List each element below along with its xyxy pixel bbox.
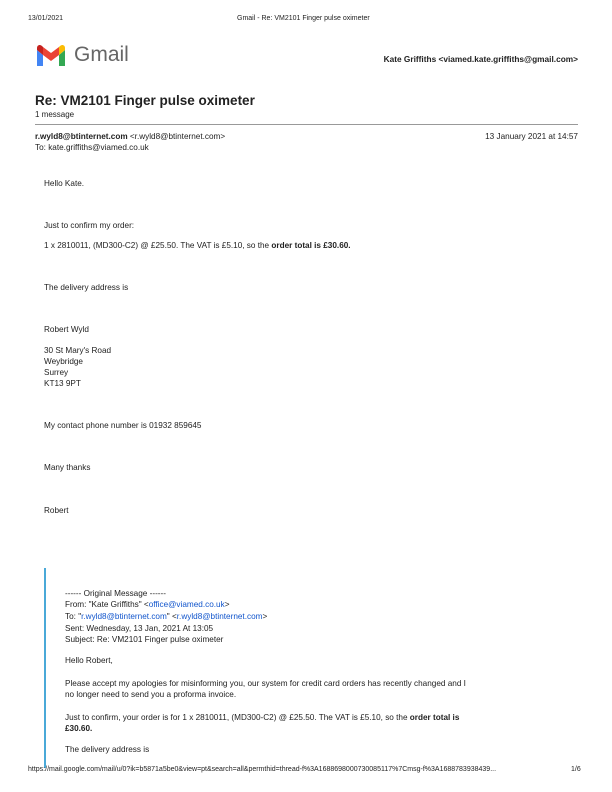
quote-greeting: Hello Robert, <box>65 656 113 665</box>
message-date: 13 January 2021 at 14:57 <box>485 132 578 141</box>
quote-bar <box>44 568 46 768</box>
quote-order-line <box>65 713 459 722</box>
quote-subject: Subject: Re: VM2101 Finger pulse oximeter <box>65 635 224 644</box>
footer-url: https://mail.google.com/mail/u/0?ik=b5871a5be0&view=pt&search=all&permthid=thread-f%3A1688698000730085117%7Cmsg-f%3A1688783938439... <box>28 766 497 773</box>
address-line: Surrey <box>44 368 69 377</box>
body-thanks: Many thanks <box>44 463 91 472</box>
body-confirm: Just to confirm my order: <box>44 221 135 230</box>
quote-from <box>65 600 229 609</box>
sender-name: r.wyld8@btinternet.com <box>35 132 128 141</box>
message-to: To: kate.griffiths@viamed.co.uk <box>35 143 149 152</box>
body-greeting: Hello Kate. <box>44 179 85 188</box>
gmail-logo-icon <box>35 44 67 68</box>
header-divider <box>35 124 578 125</box>
quote-to-label: To: " <box>65 612 82 621</box>
quote-apology-line: Please accept my apologies for misinforming you, our system for credit card orders has recently changed and I <box>65 679 466 688</box>
message-count: 1 message <box>35 110 75 119</box>
quote-to <box>65 612 267 621</box>
account-name: Kate Griffiths <viamed.kate.griffiths@gmail.com> <box>383 54 578 64</box>
quote-delivery: The delivery address is <box>65 745 150 754</box>
order-total: order total is £30.60. <box>271 241 351 250</box>
quote-order-text: Just to confirm, your order is for 1 x 2810011, (MD300-C2) @ £25.50. The VAT is £5.10, so the <box>65 713 410 722</box>
address-line: KT13 9PT <box>44 379 81 388</box>
quote-order-line <box>65 724 92 733</box>
quote-from-link[interactable]: office@viamed.co.uk <box>148 600 225 609</box>
body-order-line <box>44 241 351 250</box>
sender-email: <r.wyld8@btinternet.com> <box>129 132 226 141</box>
gmail-wordmark: Gmail <box>74 43 129 66</box>
quote-sent: Sent: Wednesday, 13 Jan, 2021 At 13:05 <box>65 624 214 633</box>
print-title: Gmail - Re: VM2101 Finger pulse oximeter <box>237 15 370 22</box>
thread-subject: Re: VM2101 Finger pulse oximeter <box>35 93 255 108</box>
address-line: 30 St Mary's Road <box>44 346 112 355</box>
quote-to-mid: " < <box>166 612 177 621</box>
quote-to-end: > <box>262 612 268 621</box>
quote-to-link[interactable]: r.wyld8@btinternet.com <box>81 612 167 621</box>
body-delivery: The delivery address is <box>44 283 129 292</box>
address-name: Robert Wyld <box>44 325 89 334</box>
footer-page: 1/6 <box>571 766 581 773</box>
print-date: 13/01/2021 <box>28 15 64 22</box>
quote-from-end: > <box>224 600 230 609</box>
quote-to-link[interactable]: r.wyld8@btinternet.com <box>176 612 263 621</box>
message-from <box>35 132 225 141</box>
body-signoff: Robert <box>44 506 69 515</box>
quote-order-total: £30.60. <box>65 724 93 733</box>
quote-apology-line: no longer need to send you a proforma invoice. <box>65 690 237 699</box>
address-line: Weybridge <box>44 357 83 366</box>
quote-from-label: From: "Kate Griffiths" < <box>65 600 149 609</box>
quote-order-total: order total is <box>409 713 460 722</box>
body-phone: My contact phone number is 01932 859645 <box>44 421 202 430</box>
order-line-text: 1 x 2810011, (MD300-C2) @ £25.50. The VAT is £5.10, so the <box>44 241 272 250</box>
quote-header: ------ Original Message ------ <box>65 589 166 598</box>
